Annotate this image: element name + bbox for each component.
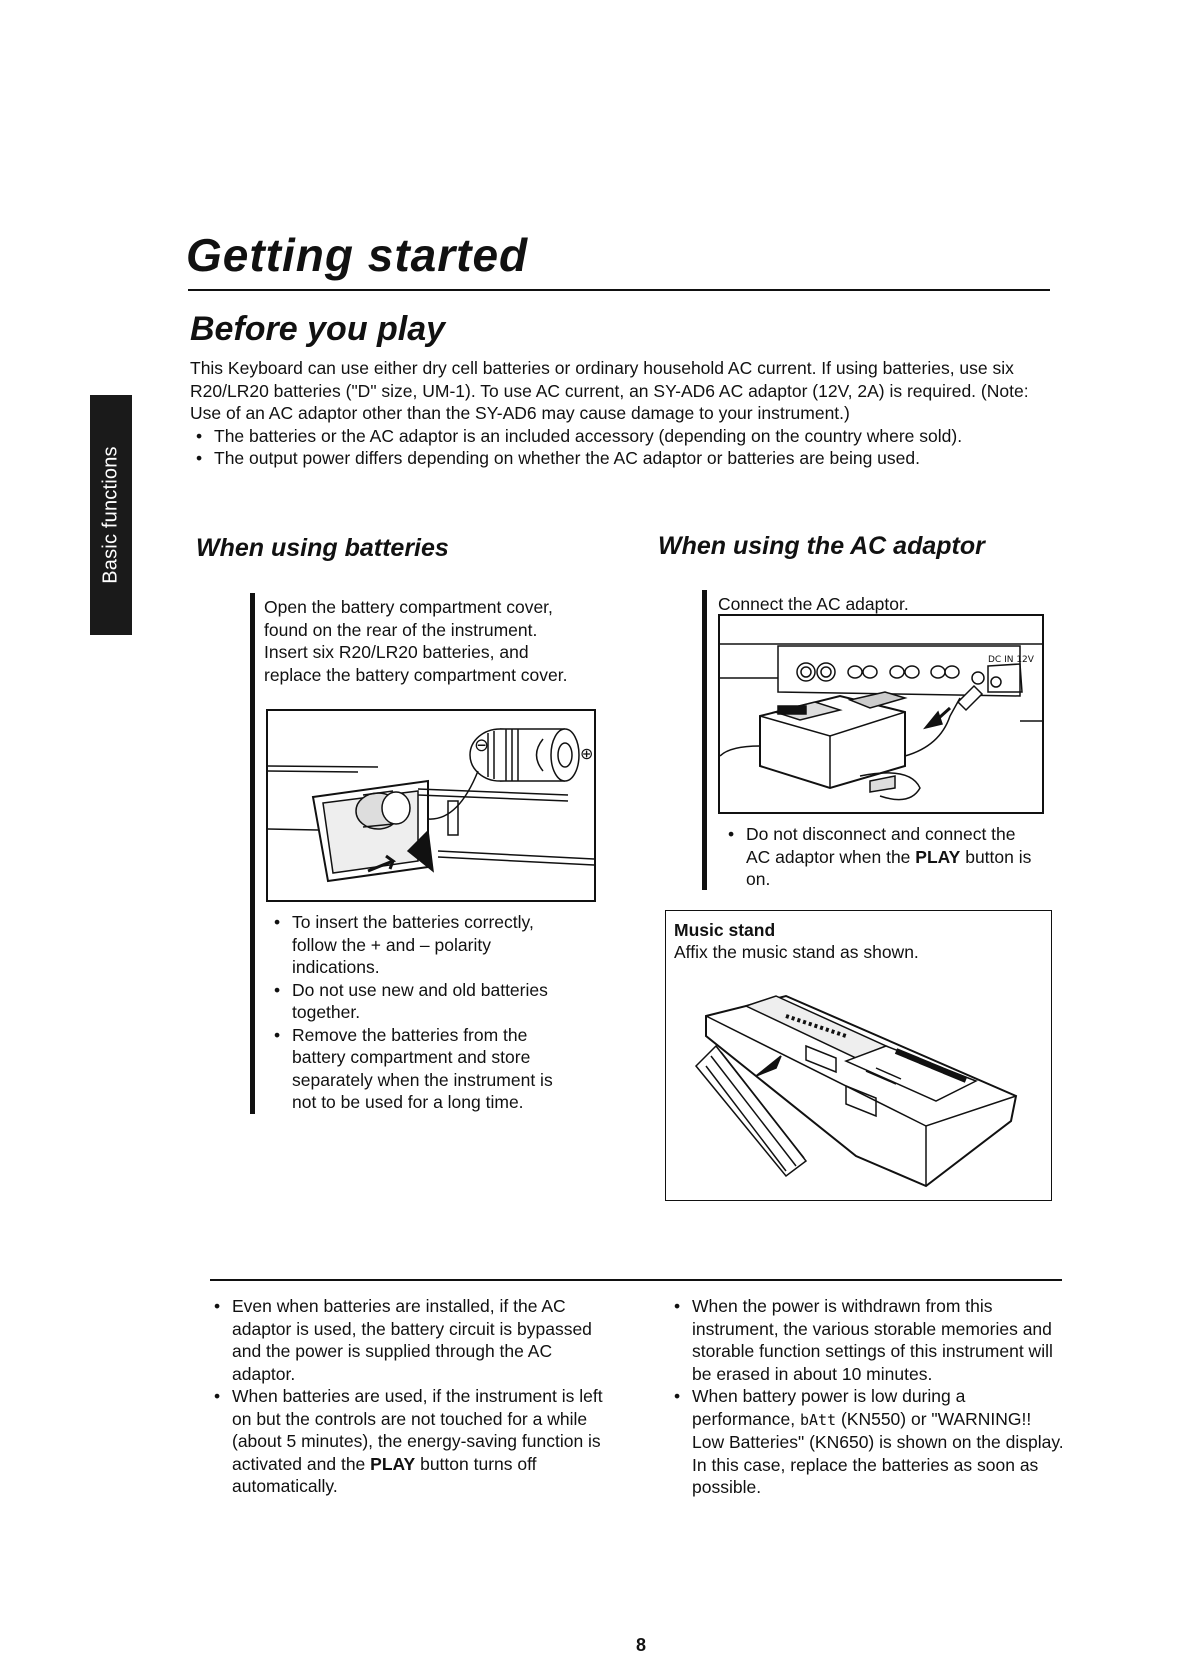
batteries-instruction: Open the battery compartment cover, found on the rear of the instrument. Insert six R20/LR20 batteries, and replace the battery compartment cover.: [264, 597, 568, 685]
bottom-note: • When batteries are used, if the instrument is left on but the controls are not touched for a while (about 5 minutes), the energy-saving function is activated and the PLAY button turns off automatically.: [208, 1385, 603, 1498]
ac-note: • Do not disconnect and connect the AC adaptor when the PLAY button is on.: [722, 823, 1042, 891]
intro-bullet: • The output power differs depending on whether the AC adaptor or batteries are being used.: [190, 447, 1040, 470]
battery-note: • Remove the batteries from the battery compartment and store separately when the instrument is not to be used for a long time.: [268, 1024, 578, 1114]
ac-step-bar: [702, 590, 707, 890]
intro-paragraph: This Keyboard can use either dry cell batteries or ordinary household AC current. If using batteries, use six R20/LR20 batteries ("D" size, UM-1). To use AC current, an SY-AD6 AC adaptor (12V, 2A) is required. (Note: Use of an AC adaptor other than the SY-AD6 may cause damage to your instrument.): [190, 358, 1029, 423]
side-tab: [90, 395, 132, 635]
battery-note: • Do not use new and old batteries together.: [268, 979, 578, 1024]
bottom-left-notes: [208, 1295, 603, 1498]
bottom-rule: [210, 1279, 1062, 1281]
ac-notes: [722, 823, 1042, 891]
intro-bullet: • The batteries or the AC adaptor is an included accessory (depending on the country where sold).: [190, 425, 1040, 448]
ac-adaptor-illustration: [718, 614, 1044, 814]
music-stand-title: Music stand: [674, 920, 776, 940]
title-rule: [188, 289, 1050, 291]
section-heading: Before you play: [190, 310, 446, 348]
batteries-notes: [268, 911, 578, 1114]
intro-block: [190, 357, 1040, 470]
side-tab-label: Basic functions: [99, 446, 122, 584]
battery-minus-sign: ⊖: [474, 735, 490, 756]
bottom-right-notes: [668, 1295, 1068, 1499]
page-title: Getting started: [186, 229, 529, 281]
battery-illustration: [266, 709, 596, 902]
battery-plus-sign: ⊕: [580, 744, 594, 763]
bottom-note: • When battery power is low during a performance, bAtt (KN550) or "WARNING!! Low Batteries" (KN650) is shown on the display. In this case, replace the batteries as soon as possible.: [668, 1385, 1068, 1499]
batteries-heading: When using batteries: [196, 534, 449, 562]
ac-adaptor-heading: When using the AC adaptor: [658, 532, 985, 560]
batteries-step-bar: [250, 593, 255, 1114]
lcd-display-text: bAtt: [799, 1410, 837, 1429]
battery-note: • To insert the batteries correctly, follow the + and – polarity indications.: [268, 911, 578, 979]
page-number: 8: [636, 1635, 647, 1655]
keyboard-illustration: [686, 976, 1036, 1196]
bottom-note: • When the power is withdrawn from this instrument, the various storable memories and storable function settings of this instrument will be erased in about 10 minutes.: [668, 1295, 1068, 1385]
music-stand-text: Affix the music stand as shown.: [674, 942, 919, 962]
dc-in-jack-label: DC IN 12V: [988, 655, 1034, 665]
music-stand-box: [665, 910, 1052, 1201]
ac-instruction: Connect the AC adaptor.: [718, 594, 909, 614]
bottom-note: • Even when batteries are installed, if the AC adaptor is used, the battery circuit is bypassed and the power is supplied through the AC adaptor.: [208, 1295, 603, 1385]
